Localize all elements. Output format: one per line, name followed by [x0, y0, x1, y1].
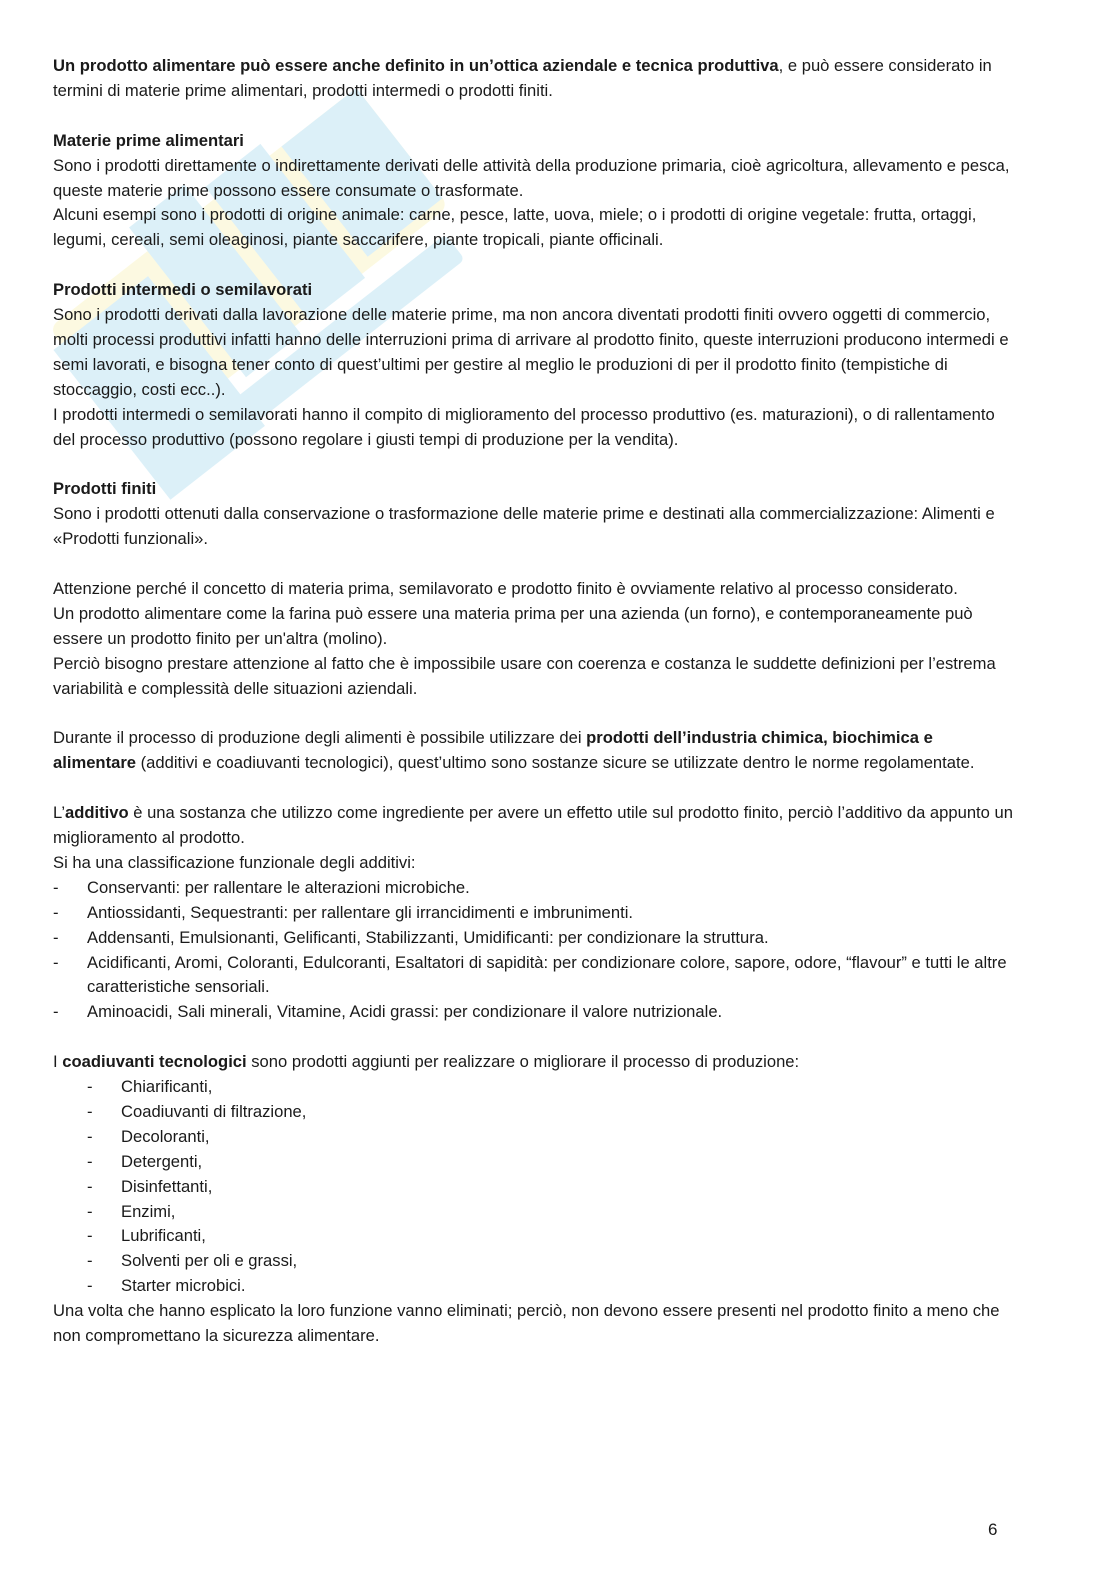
list-item: - Coadiuvanti di filtrazione, [53, 1100, 1013, 1125]
page-number: 6 [988, 1520, 998, 1539]
list-item: - Chiarificanti, [53, 1075, 1013, 1100]
additivo-bold: additivo [65, 803, 129, 823]
coadiuvanti-pre: I [53, 1052, 63, 1072]
list-item: - Conservanti: per rallentare le alterazioni microbiche. [53, 876, 1013, 901]
list-item: - Starter microbici. [53, 1274, 1013, 1299]
intro-bold: Un prodotto alimentare può essere anche definito in un’ottica aziendale e tecnica produttiva [53, 56, 779, 75]
additivi-list [53, 876, 1013, 1025]
list-item: - Addensanti, Emulsionanti, Gelificanti, Stabilizzanti, Umidificanti: per condizionare la struttura. [53, 926, 1013, 951]
durante-pre: Durante il processo di produzione degli alimenti è possibile utilizzare dei [53, 728, 587, 748]
additivo-pre: L’ [53, 803, 65, 823]
list-item: - Solventi per oli e grassi, [53, 1249, 1013, 1274]
coadiuvanti-bold: coadiuvanti tecnologici [62, 1052, 247, 1072]
list-item: - Antiossidanti, Sequestranti: per rallentare gli irrancidimenti e imbrunimenti. [53, 901, 1013, 926]
materie-prime-paragraph-1: Sono i prodotti direttamente o indirettamente derivati delle attività della produzione primaria, cioè agricoltura, allevamento e pesca, queste materie prime possono essere consumate o trasformate. [53, 155, 1010, 200]
list-item: - Enzimi, [53, 1200, 1013, 1225]
document-page [53, 54, 1013, 1349]
durante-paragraph [53, 726, 1013, 776]
additivo-paragraph [53, 801, 1013, 851]
list-item: - Aminoacidi, Sali minerali, Vitamine, Acidi grassi: per condizionare il valore nutrizionale. [53, 1000, 1013, 1025]
coadiuvanti-closing: Una volta che hanno esplicato la loro funzione vanno eliminati; perciò, non devono essere presenti nel prodotto finito a meno che non compromettano la sicurezza alimentare. [53, 1301, 1000, 1346]
heading-finiti: Prodotti finiti [53, 479, 157, 499]
attenzione-paragraph-1: Attenzione perché il concetto di materia prima, semilavorato e prodotto finito è ovviamente relativo al processo considerato. [53, 578, 958, 598]
additivo-classification: Si ha una classificazione funzionale degli additivi: [53, 852, 416, 872]
coadiuvanti-post: sono prodotti aggiunti per realizzare o migliorare il processo di produzione: [246, 1052, 800, 1072]
attenzione-paragraph-2: Un prodotto alimentare come la farina può essere una materia prima per una azienda (un forno), e contemporaneamente può essere un prodotto finito per un'altra (molino). [53, 603, 973, 648]
coadiuvanti-paragraph [53, 1050, 1013, 1075]
list-item: - Acidificanti, Aromi, Coloranti, Edulcoranti, Esaltatori di sapidità: per condizionare colore, sapore, odore, “flavour” e tutti le altre caratteristiche sensoriali. [53, 951, 1013, 1001]
additivo-post: è una sostanza che utilizzo come ingrediente per avere un effetto utile sul prodotto finito, perciò l’additivo da appunto un miglioramento al prodotto. [53, 803, 1013, 847]
heading-materie-prime: Materie prime alimentari [53, 130, 244, 150]
list-item: - Lubrificanti, [53, 1224, 1013, 1249]
durante-post: (additivi e coadiuvanti tecnologici), quest’ultimo sono sostanze sicure se utilizzate dentro le norme regolamentate. [136, 753, 975, 773]
materie-prime-paragraph-2: Alcuni esempi sono i prodotti di origine animale: carne, pesce, latte, uova, miele; o i prodotti di origine vegetale: frutta, ortaggi, legumi, cereali, semi oleaginosi, piante saccarifere, piante tropicali, piante officinali. [53, 205, 977, 250]
finiti-paragraph-1: Sono i prodotti ottenuti dalla conservazione o trasformazione delle materie prime e destinati alla commercializzazione: Alimenti e «Prodotti funzionali». [53, 504, 995, 549]
intermedi-paragraph-1: Sono i prodotti derivati dalla lavorazione delle materie prime, ma non ancora diventati prodotti finiti ovvero oggetti di commercio, molti processi produttivi infatti hanno delle interruzioni prima di arrivare al prodotto finito, queste interruzioni producono intermedi e semi lavorati, e bisogna tener conto di quest’ultimi per gestire al meglio le produzioni di per il prodotto finito (tempistiche di stoccaggio, costi ecc..). [53, 305, 1009, 399]
intermedi-paragraph-2: I prodotti intermedi o semilavorati hanno il compito di miglioramento del processo produttivo (es. maturazioni), o di rallentamento del processo produttivo (possono regolare i giusti tempi di produzione per la vendita). [53, 404, 995, 449]
list-item: - Detergenti, [53, 1150, 1013, 1175]
list-item: - Decoloranti, [53, 1125, 1013, 1150]
attenzione-paragraph-3: Perciò bisogno prestare attenzione al fatto che è impossibile usare con coerenza e costanza le suddette definizioni per l’estrema variabilità e complessità delle situazioni aziendali. [53, 653, 996, 698]
heading-intermedi: Prodotti intermedi o semilavorati [53, 280, 313, 300]
coadiuvanti-list [53, 1075, 1013, 1299]
durante-bold: prodotti dell’industria chimica, biochimica e alimentare [53, 728, 933, 773]
intro-text: , e può essere considerato in termini di materie prime alimentari, prodotti intermedi o prodotti finiti. [53, 56, 992, 100]
intro-paragraph [53, 54, 1013, 104]
list-item: - Disinfettanti, [53, 1175, 1013, 1200]
